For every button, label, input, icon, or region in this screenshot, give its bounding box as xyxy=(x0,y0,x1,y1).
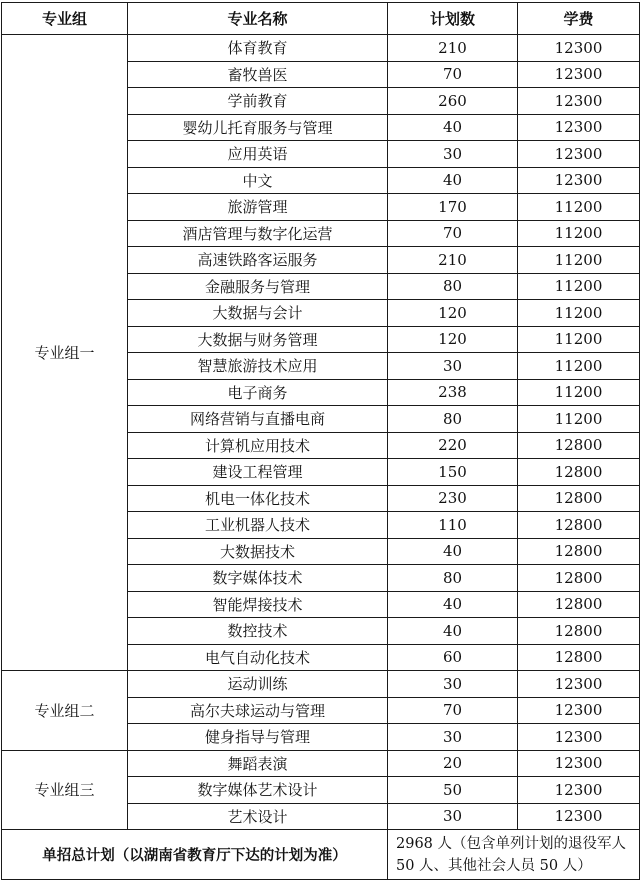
major-name-cell: 机电一体化技术 xyxy=(128,485,388,512)
tuition-cell: 12800 xyxy=(518,618,640,645)
major-name-cell: 高速铁路客运服务 xyxy=(128,247,388,274)
plan-count-cell: 70 xyxy=(388,697,518,724)
tuition-cell: 12300 xyxy=(518,777,640,804)
plan-count-cell: 220 xyxy=(388,432,518,459)
plan-count-cell: 238 xyxy=(388,379,518,406)
tuition-cell: 12800 xyxy=(518,459,640,486)
plan-count-cell: 170 xyxy=(388,194,518,221)
tuition-cell: 12300 xyxy=(518,114,640,141)
major-name-cell: 应用英语 xyxy=(128,141,388,168)
major-name-cell: 智能焊接技术 xyxy=(128,591,388,618)
tuition-cell: 11200 xyxy=(518,406,640,433)
plan-count-cell: 60 xyxy=(388,644,518,671)
tuition-cell: 12800 xyxy=(518,512,640,539)
plan-count-cell: 210 xyxy=(388,247,518,274)
group-name-cell: 专业组一 xyxy=(2,35,128,671)
major-name-cell: 学前教育 xyxy=(128,88,388,115)
total-row xyxy=(2,830,640,880)
major-name-cell: 大数据与会计 xyxy=(128,300,388,327)
table-row xyxy=(2,35,640,62)
tuition-cell: 12300 xyxy=(518,750,640,777)
plan-count-cell: 80 xyxy=(388,273,518,300)
total-label: 单招总计划（以湖南省教育厅下达的计划为准） xyxy=(2,830,388,880)
plan-count-cell: 20 xyxy=(388,750,518,777)
tuition-cell: 12800 xyxy=(518,485,640,512)
tuition-cell: 11200 xyxy=(518,194,640,221)
plan-count-cell: 30 xyxy=(388,671,518,698)
plan-count-cell: 120 xyxy=(388,326,518,353)
tuition-cell: 12300 xyxy=(518,803,640,830)
tuition-cell: 12800 xyxy=(518,432,640,459)
total-value: 2968 人（包含单列计划的退役军人 50 人、其他社会人员 50 人） xyxy=(388,830,640,880)
plan-count-cell: 40 xyxy=(388,167,518,194)
major-name-cell: 大数据与财务管理 xyxy=(128,326,388,353)
header-major-name: 专业名称 xyxy=(128,3,388,35)
plan-count-cell: 50 xyxy=(388,777,518,804)
plan-count-cell: 30 xyxy=(388,803,518,830)
plan-count-cell: 110 xyxy=(388,512,518,539)
major-name-cell: 体育教育 xyxy=(128,35,388,62)
major-name-cell: 大数据技术 xyxy=(128,538,388,565)
major-name-cell: 舞蹈表演 xyxy=(128,750,388,777)
tuition-cell: 12800 xyxy=(518,565,640,592)
major-name-cell: 运动训练 xyxy=(128,671,388,698)
major-name-cell: 畜牧兽医 xyxy=(128,61,388,88)
major-name-cell: 金融服务与管理 xyxy=(128,273,388,300)
plan-count-cell: 30 xyxy=(388,724,518,751)
tuition-cell: 12300 xyxy=(518,724,640,751)
tuition-cell: 11200 xyxy=(518,247,640,274)
plan-count-cell: 80 xyxy=(388,406,518,433)
plan-count-cell: 40 xyxy=(388,538,518,565)
major-name-cell: 智慧旅游技术应用 xyxy=(128,353,388,380)
plan-count-cell: 30 xyxy=(388,141,518,168)
tuition-cell: 12300 xyxy=(518,35,640,62)
tuition-cell: 11200 xyxy=(518,326,640,353)
major-name-cell: 数字媒体艺术设计 xyxy=(128,777,388,804)
group-name-cell: 专业组二 xyxy=(2,671,128,751)
major-name-cell: 建设工程管理 xyxy=(128,459,388,486)
plan-count-cell: 120 xyxy=(388,300,518,327)
major-name-cell: 网络营销与直播电商 xyxy=(128,406,388,433)
tuition-cell: 12300 xyxy=(518,167,640,194)
tuition-cell: 12300 xyxy=(518,141,640,168)
plan-count-cell: 260 xyxy=(388,88,518,115)
major-name-cell: 艺术设计 xyxy=(128,803,388,830)
major-name-cell: 计算机应用技术 xyxy=(128,432,388,459)
tuition-cell: 11200 xyxy=(518,379,640,406)
major-name-cell: 酒店管理与数字化运营 xyxy=(128,220,388,247)
header-group: 专业组 xyxy=(2,3,128,35)
tuition-cell: 12800 xyxy=(518,538,640,565)
major-name-cell: 电气自动化技术 xyxy=(128,644,388,671)
table-row xyxy=(2,671,640,698)
plan-count-cell: 230 xyxy=(388,485,518,512)
tuition-cell: 12300 xyxy=(518,697,640,724)
major-name-cell: 数控技术 xyxy=(128,618,388,645)
plan-count-cell: 70 xyxy=(388,61,518,88)
tuition-cell: 11200 xyxy=(518,273,640,300)
major-name-cell: 电子商务 xyxy=(128,379,388,406)
header-row xyxy=(2,3,640,35)
major-name-cell: 工业机器人技术 xyxy=(128,512,388,539)
tuition-cell: 12800 xyxy=(518,591,640,618)
plan-count-cell: 30 xyxy=(388,353,518,380)
tuition-cell: 11200 xyxy=(518,220,640,247)
tuition-cell: 12300 xyxy=(518,88,640,115)
major-name-cell: 健身指导与管理 xyxy=(128,724,388,751)
plan-count-cell: 80 xyxy=(388,565,518,592)
major-name-cell: 旅游管理 xyxy=(128,194,388,221)
table-body xyxy=(2,35,640,830)
plan-count-cell: 210 xyxy=(388,35,518,62)
plan-count-cell: 70 xyxy=(388,220,518,247)
tuition-cell: 11200 xyxy=(518,353,640,380)
header-tuition: 学费 xyxy=(518,3,640,35)
group-name-cell: 专业组三 xyxy=(2,750,128,830)
plan-count-cell: 150 xyxy=(388,459,518,486)
major-name-cell: 数字媒体技术 xyxy=(128,565,388,592)
tuition-cell: 11200 xyxy=(518,300,640,327)
major-name-cell: 婴幼儿托育服务与管理 xyxy=(128,114,388,141)
tuition-cell: 12300 xyxy=(518,61,640,88)
enrollment-plan-table xyxy=(1,2,640,880)
plan-count-cell: 40 xyxy=(388,591,518,618)
major-name-cell: 高尔夫球运动与管理 xyxy=(128,697,388,724)
major-name-cell: 中文 xyxy=(128,167,388,194)
header-plan-count: 计划数 xyxy=(388,3,518,35)
tuition-cell: 12300 xyxy=(518,671,640,698)
plan-count-cell: 40 xyxy=(388,114,518,141)
tuition-cell: 12800 xyxy=(518,644,640,671)
plan-count-cell: 40 xyxy=(388,618,518,645)
table-row xyxy=(2,750,640,777)
